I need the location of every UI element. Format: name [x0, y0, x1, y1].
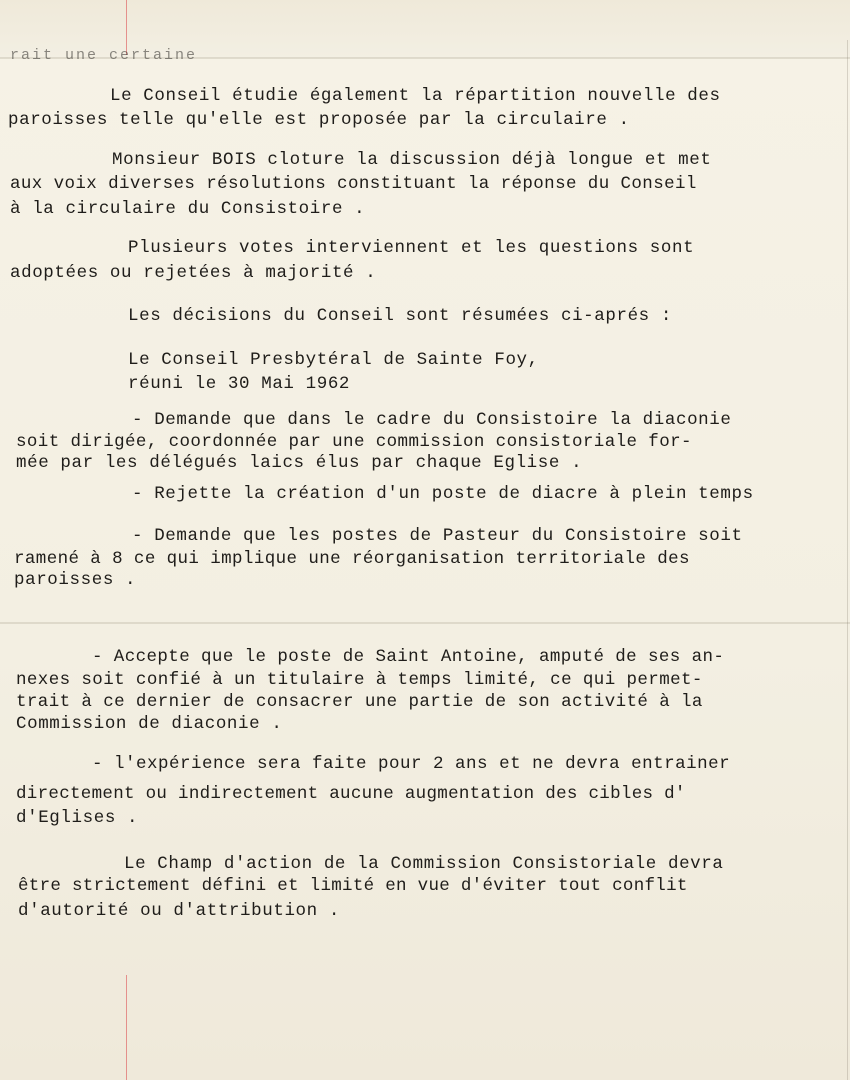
text-line: paroisses telle qu'elle est proposée par la circulaire .: [8, 110, 630, 130]
page-edge: [847, 40, 848, 1080]
text-line: Commission de diaconie .: [16, 714, 283, 734]
text-line: réuni le 30 Mai 1962: [128, 374, 351, 394]
text-line: trait à ce dernier de consacrer une partie de son activité à la: [16, 692, 703, 712]
text-line: mée par les délégués laics élus par chaque Eglise .: [16, 453, 583, 473]
text-line: aux voix diverses résolutions constituant la réponse du Conseil: [10, 174, 697, 194]
text-line: Le Conseil étudie également la répartition nouvelle des: [110, 86, 721, 106]
text-line: adoptées ou rejetées à majorité .: [10, 263, 377, 283]
text-line: - Accepte que le poste de Saint Antoine, amputé de ses an-: [92, 647, 725, 667]
text-line: nexes soit confié à un titulaire à temps limité, ce qui permet-: [16, 670, 703, 690]
text-line: à la circulaire du Consistoire .: [10, 199, 366, 219]
page-seam: [0, 622, 850, 624]
text-line: Plusieurs votes interviennent et les questions sont: [128, 238, 695, 258]
text-line: ramené à 8 ce qui implique une réorganisation territoriale des: [14, 549, 690, 569]
text-line: paroisses .: [14, 570, 137, 590]
text-line: - Rejette la création d'un poste de diacre à plein temps: [132, 484, 754, 504]
text-line: - Demande que les postes de Pasteur du Consistoire soit: [132, 526, 743, 546]
margin-line: [126, 975, 127, 1080]
cut-off-text: rait une certaine: [10, 47, 198, 64]
text-line: Le Champ d'action de la Commission Consistoriale devra: [124, 854, 724, 874]
text-line: Monsieur BOIS cloture la discussion déjà longue et met: [112, 150, 712, 170]
text-line: Les décisions du Conseil sont résumées ci-aprés :: [128, 306, 672, 326]
text-line: d'Eglises .: [16, 808, 139, 828]
text-line: directement ou indirectement aucune augmentation des cibles d': [16, 784, 686, 804]
text-line: être strictement défini et limité en vue d'éviter tout conflit: [18, 876, 688, 896]
text-line: - Demande que dans le cadre du Consistoire la diaconie: [132, 410, 732, 430]
text-line: - l'expérience sera faite pour 2 ans et ne devra entrainer: [92, 754, 731, 774]
text-line: soit dirigée, coordonnée par une commission consistoriale for-: [16, 432, 692, 452]
text-line: Le Conseil Presbytéral de Sainte Foy,: [128, 350, 539, 370]
text-line: d'autorité ou d'attribution .: [18, 901, 340, 921]
